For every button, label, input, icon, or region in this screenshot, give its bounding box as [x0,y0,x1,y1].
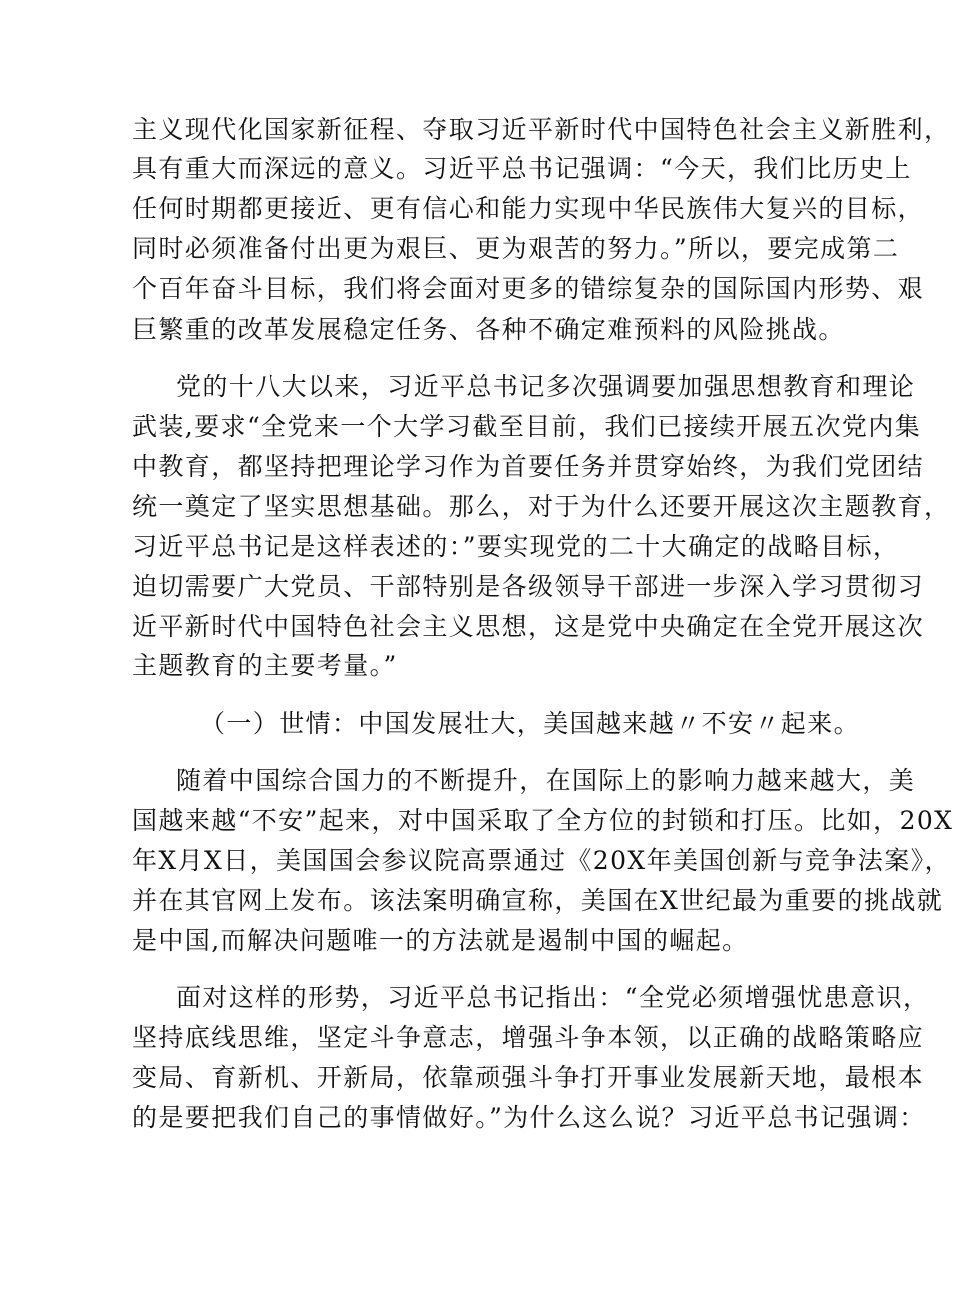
text-line: 坚持底线思维，坚定斗争意志，增强斗争本领，以正确的战略策略应 [132,1023,925,1052]
text-line: 主题教育的主要考量。” [132,651,398,680]
text-line: 变局、育新机、开新局，依靠顽强斗争打开事业发展新天地，最根本 [132,1063,925,1092]
text-line: 个百年奋斗目标，我们将会面对更多的错综复杂的国际国内形势、艰 [132,274,925,303]
paragraph-first-line: 面对这样的形势，习近平总书记指出：“全党必须增强忧患意识， [176,983,930,1012]
text-line: 国越来越“不安”起来，对中国采取了全方位的封锁和打压。比如，20X [132,806,953,835]
text-line: 并在其官网上发布。该法案明确宣称，美国在X世纪最为重要的挑战就 [132,886,944,915]
text-line: 具有重大而深远的意义。习近平总书记强调：“今天，我们比历史上 [132,154,912,183]
text-line: 是中国,而解决问题唯一的方法就是遏制中国的崛起。 [132,926,749,955]
text-line: 迫切需要广大党员、干部特别是各级领导干部进一步深入学习贯彻习 [132,572,925,601]
text-line: 习近平总书记是这样表述的：”要实现党的二十大确定的战略目标， [132,532,900,561]
paragraph-first-line: 党的十八大以来，习近平总书记多次强调要加强思想教育和理论 [176,372,916,401]
text-line: 统一奠定了坚实思想基础。那么，对于为什么还要开展这次主题教育， [132,492,951,521]
text-line: 的是要把我们自己的事情做好。”为什么这么说？习近平总书记强调： [132,1103,926,1132]
text-line: 任何时期都更接近、更有信心和能力实现中华民族伟大复兴的目标， [132,194,925,223]
text-line: 主义现代化国家新征程、夺取习近平新时代中国特色社会主义新胜利， [132,115,951,144]
paragraph-first-line: 随着中国综合国力的不断提升，在国际上的影响力越来越大，美 [176,766,916,795]
section-heading: （一）世情：中国发展壮大，美国越来越〃不安〃起来。 [200,709,861,738]
text-line: 武装,要求“全党来一个大学习截至目前，我们已接续开展五次党内集 [132,412,922,441]
text-line: 中教育，都坚持把理论学习作为首要任务并贯穿始终，为我们党团结 [132,452,925,481]
text-line: 同时必须准备付出更为艰巨、更为艰苦的努力。”所以，要完成第二 [132,234,900,263]
text-line: 年X月X日，美国国会参议院高票通过《20X年美国创新与竞争法案》， [132,846,951,875]
text-line: 巨繁重的改革发展稳定任务、各种不确定难预料的风险挑战。 [132,315,845,344]
text-line: 近平新时代中国特色社会主义思想，这是党中央确定在全党开展这次 [132,612,925,641]
